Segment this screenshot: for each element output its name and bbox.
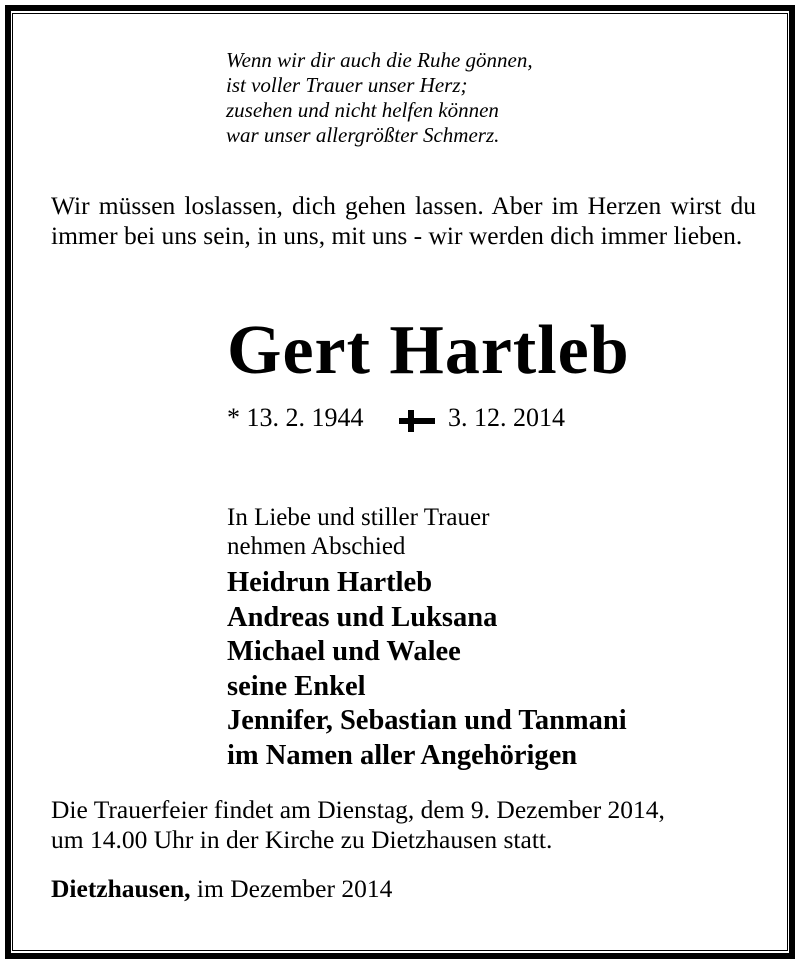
- place-town: Dietzhausen,: [51, 874, 191, 903]
- birth-date: * 13. 2. 1944: [227, 403, 364, 432]
- place-date: im Dezember 2014: [196, 874, 393, 903]
- mourners-intro-line: nehmen Abschied: [227, 533, 406, 560]
- mourner-name: Heidrun Hartleb: [227, 567, 433, 598]
- death-date: 3. 12. 2014: [448, 403, 565, 432]
- mourners-intro: [227, 503, 489, 561]
- poem-line: Wenn wir dir auch die Ruhe gönnen,: [226, 48, 533, 72]
- mourner-name: Michael und Walee: [227, 636, 461, 667]
- mourner-name: seine Enkel: [227, 670, 366, 702]
- poem-line: war unser allergrößter Schmerz.: [226, 123, 500, 147]
- intro-text: Wir müssen loslassen, dich gehen lassen. Aber im Herzen wirst du immer bei uns sein, in uns, mit uns - wir werden dich immer lieben.: [51, 191, 756, 250]
- mourners-list: [227, 566, 627, 773]
- funeral-info: [51, 795, 665, 855]
- poem: [226, 48, 533, 148]
- funeral-line: Die Trauerfeier findet am Dienstag, dem 9. Dezember 2014,: [51, 795, 665, 824]
- mourners-intro-line: In Liebe und stiller Trauer: [227, 504, 490, 531]
- poem-line: ist voller Trauer unser Herz;: [226, 73, 468, 97]
- mourner-name: Andreas und Luksana: [227, 601, 498, 633]
- poem-line: zusehen und nicht helfen können: [226, 98, 499, 122]
- funeral-line: um 14.00 Uhr in der Kirche zu Dietzhausen statt.: [51, 825, 553, 854]
- place-date-line: [51, 874, 392, 904]
- deceased-name: Gert Hartleb: [227, 312, 630, 389]
- cross-icon: [399, 410, 435, 432]
- mourner-name: im Namen aller Angehörigen: [227, 739, 578, 771]
- mourner-name: Jennifer, Sebastian und Tanmani: [227, 705, 627, 736]
